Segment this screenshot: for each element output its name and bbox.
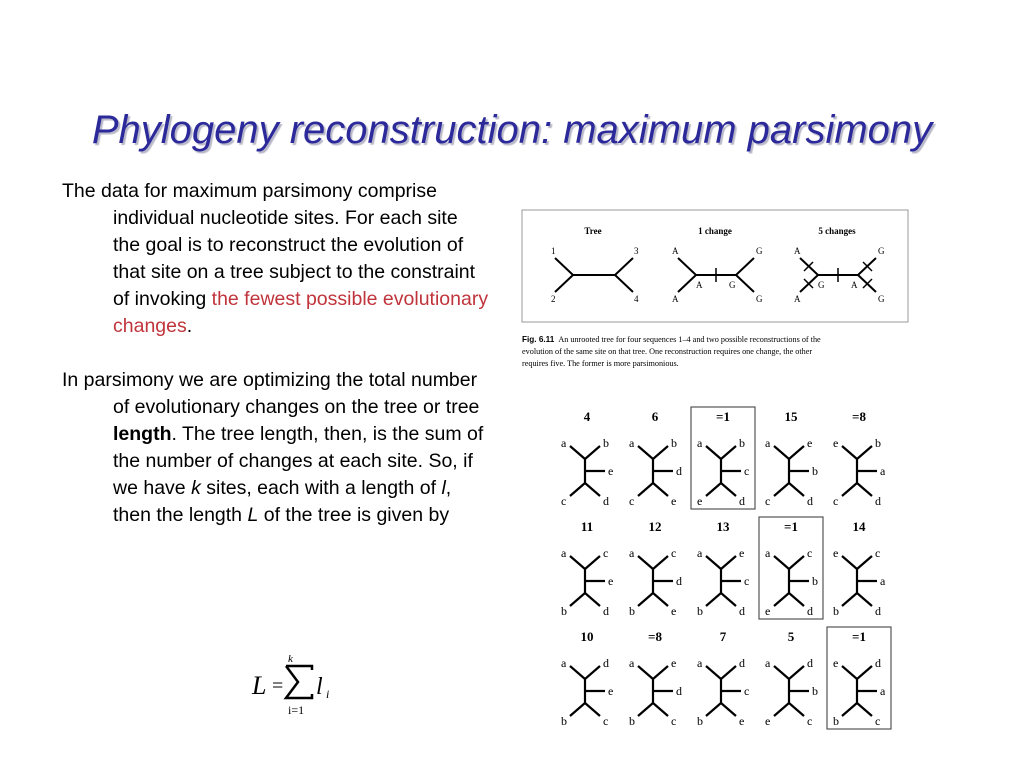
tree-leaf-bottom-left: b	[833, 714, 839, 728]
tree-leaf-top-right: c	[603, 546, 609, 560]
tree-leaf-top-right: c	[671, 546, 677, 560]
tree-leaf-bottom-right: e	[671, 604, 677, 618]
tree-score: 10	[580, 629, 594, 644]
tree-leaf-bottom-left: b	[561, 714, 567, 728]
header-five-changes: 5 changes	[818, 226, 856, 236]
tree-branches	[570, 446, 605, 496]
tree-cell	[765, 629, 818, 728]
five-internal-left: G	[818, 280, 825, 290]
tree-label-4: 4	[634, 294, 639, 304]
tree-cell	[561, 519, 613, 618]
tree-leaf-bottom-right: d	[875, 604, 881, 618]
tree-branches	[842, 556, 877, 606]
tree-branches	[774, 556, 809, 606]
tree-leaf-bottom-right: c	[875, 714, 881, 728]
tree-leaf-bottom-right: d	[603, 494, 609, 508]
tree-cell	[697, 519, 749, 618]
one-internal-left: A	[696, 280, 703, 290]
tree-label-2: 2	[551, 294, 556, 304]
tree-leaf-top-right: b	[671, 436, 677, 450]
tree-branches	[706, 446, 741, 496]
tree-leaf-bottom-left: c	[833, 494, 839, 508]
tree-leaf-top-left: a	[697, 656, 703, 670]
p2-bold-length: length	[113, 423, 172, 445]
tree-score: 11	[580, 519, 594, 534]
tree-leaf-bottom-right: c	[807, 714, 813, 728]
tree-cell	[561, 409, 613, 508]
one-internal-right: G	[729, 280, 736, 290]
tree-leaf-right: b	[812, 684, 818, 698]
tree-leaf-top-right: c	[875, 546, 881, 560]
tree-leaf-bottom-left: c	[561, 494, 567, 508]
tree-leaf-right: c	[744, 684, 750, 698]
one-leaf-br: G	[756, 294, 763, 304]
tree-leaf-bottom-right: c	[671, 714, 677, 728]
tree-leaf-bottom-right: d	[739, 494, 745, 508]
sigma-icon	[286, 666, 312, 698]
tree-branches	[774, 666, 809, 716]
tree-leaf-bottom-right: d	[875, 494, 881, 508]
paragraph-1	[62, 178, 490, 340]
tree-leaf-top-right: b	[739, 436, 745, 450]
tree-leaf-bottom-left: e	[765, 714, 771, 728]
tree-leaf-right: a	[880, 464, 886, 478]
tree-leaf-right: c	[744, 574, 750, 588]
tree-leaf-top-right: e	[671, 656, 677, 670]
tree-leaf-bottom-left: b	[697, 714, 703, 728]
p2-L: L	[247, 504, 259, 526]
p1-highlight: the fewest possible evolutionary changes	[113, 288, 489, 337]
tree-label-1: 1	[551, 246, 556, 256]
p1-text: The data for maximum parsimony comprise individual nucleotide sites. For each site the goal is to reconstruct the evolution of that site on a tree subject to the constraint of invoking	[62, 180, 476, 310]
tree-cell	[629, 409, 682, 508]
p2-text-c: sites, each with a length of	[200, 477, 442, 499]
figure-caption	[522, 335, 821, 368]
tree-leaf-top-left: a	[697, 436, 703, 450]
tree-cell	[691, 407, 755, 509]
tree-leaf-top-left: a	[561, 656, 567, 670]
paragraph-2	[62, 367, 490, 529]
tree-leaf-top-right: d	[739, 656, 745, 670]
tree-leaf-bottom-left: e	[697, 494, 703, 508]
five-leaf-bl: A	[794, 294, 801, 304]
tree-leaf-bottom-right: e	[671, 494, 677, 508]
tree-leaf-right: d	[676, 684, 682, 698]
tree-score: =8	[648, 629, 662, 644]
tree-score: 5	[787, 629, 795, 644]
tree-score: =8	[852, 409, 866, 424]
tree-score: 13	[716, 519, 730, 534]
tree-score: 4	[583, 409, 591, 424]
caption-line-3: requires five. The former is more parsimonious.	[522, 359, 679, 368]
tree-leaf-bottom-right: c	[603, 714, 609, 728]
tree-leaf-top-right: e	[807, 436, 813, 450]
five-leaf-tl: A	[794, 246, 801, 256]
tree-leaf-top-right: d	[807, 656, 813, 670]
tree-leaf-bottom-right: e	[739, 714, 745, 728]
p2-l: l	[441, 477, 446, 499]
tree-leaf-right: e	[608, 574, 614, 588]
tree-leaf-bottom-left: b	[833, 604, 839, 618]
tree-branches	[570, 556, 605, 606]
tree-score: 15	[784, 409, 798, 424]
tree-cell	[833, 409, 886, 508]
p1-end: .	[186, 315, 193, 337]
one-leaf-bl: A	[672, 294, 679, 304]
tree-score: 14	[852, 519, 866, 534]
tree-branches	[774, 446, 809, 496]
tree-leaf-bottom-right: d	[603, 604, 609, 618]
tree-length-formula	[250, 648, 350, 718]
tree-cell	[833, 519, 886, 618]
tree-leaf-top-right: b	[603, 436, 609, 450]
tree-leaf-bottom-right: d	[739, 604, 745, 618]
tree-leaf-top-left: a	[561, 436, 567, 450]
tree-leaf-right: b	[812, 464, 818, 478]
tree-cell	[697, 629, 749, 728]
tree-leaf-bottom-left: c	[765, 494, 771, 508]
tree-score: =1	[716, 409, 730, 424]
tree-leaf-top-right: d	[875, 656, 881, 670]
tree-branches	[842, 666, 877, 716]
tree-branches	[570, 666, 605, 716]
tree-leaf-top-right: e	[739, 546, 745, 560]
tree-leaf-right: d	[676, 464, 682, 478]
tree-leaf-right: e	[608, 684, 614, 698]
tree-score: =1	[852, 629, 866, 644]
tree-leaf-top-left: a	[629, 546, 635, 560]
tree-leaf-top-right: d	[603, 656, 609, 670]
tree-leaf-top-right: c	[807, 546, 813, 560]
formula-lhs: L	[252, 671, 267, 700]
tree-leaf-bottom-left: c	[629, 494, 635, 508]
tree-label-3: 3	[634, 246, 639, 256]
tree-score: 12	[648, 519, 662, 534]
tree-branches	[638, 666, 673, 716]
tree-leaf-bottom-left: b	[629, 604, 635, 618]
tree-branches	[706, 556, 741, 606]
formula-sum-top: k	[288, 653, 293, 665]
tree-leaf-top-left: a	[765, 656, 771, 670]
five-leaf-tr: G	[878, 246, 885, 256]
tree-leaf-top-left: e	[833, 656, 839, 670]
tree-branches	[638, 556, 673, 606]
tree-score: 6	[651, 409, 659, 424]
p2-text-e: of the tree is given by	[258, 504, 450, 526]
tree-branches	[706, 666, 741, 716]
tree-cell	[759, 517, 823, 619]
caption-line-2: evolution of the same site on that tree. One reconstruction requires one change, the other	[522, 347, 813, 356]
tree-leaf-bottom-right: d	[807, 604, 813, 618]
tree-score-grid	[553, 405, 913, 735]
formula-term: l	[316, 674, 323, 700]
formula-subscript: i	[326, 687, 330, 701]
tree-leaf-top-left: a	[697, 546, 703, 560]
tree-cell	[629, 629, 682, 728]
tree-leaf-bottom-left: b	[629, 714, 635, 728]
tree-leaf-top-left: e	[833, 436, 839, 450]
tree-cell	[561, 629, 613, 728]
tree-cell	[765, 409, 818, 508]
one-leaf-tl: A	[672, 246, 679, 256]
tree-leaf-right: c	[744, 464, 750, 478]
tree-branches	[638, 446, 673, 496]
five-leaf-br: G	[878, 294, 885, 304]
tree-cell	[629, 519, 682, 618]
tree-score: 7	[719, 629, 727, 644]
tree-leaf-top-left: a	[765, 546, 771, 560]
textbook-figure	[520, 208, 910, 373]
tree-leaf-bottom-right: d	[807, 494, 813, 508]
slide-title: Phylogeny reconstruction: maximum parsimony	[91, 108, 933, 152]
tree-score: =1	[784, 519, 798, 534]
five-internal-right: A	[851, 280, 858, 290]
tree-leaf-right: a	[880, 574, 886, 588]
tree-leaf-bottom-left: b	[561, 604, 567, 618]
tree-leaf-top-left: a	[765, 436, 771, 450]
header-tree: Tree	[584, 226, 602, 236]
formula-sum-bottom: i=1	[288, 703, 305, 717]
tree-leaf-bottom-left: e	[765, 604, 771, 618]
tree-cell	[827, 627, 891, 729]
tree-leaf-right: a	[880, 684, 886, 698]
p2-text-d: , then the length	[113, 477, 452, 526]
tree-leaf-right: e	[608, 464, 614, 478]
body-text	[62, 178, 490, 529]
tree-leaf-top-right: b	[875, 436, 881, 450]
tree-leaf-top-left: a	[629, 436, 635, 450]
tree-leaf-top-left: a	[561, 546, 567, 560]
tree-leaf-right: b	[812, 574, 818, 588]
p2-text-b: . The tree length, then, is the sum of the number of changes at each site. So, if we have	[113, 423, 484, 499]
caption-line-1: Fig. 6.11 An unrooted tree for four sequences 1–4 and two possible reconstructions of the	[522, 335, 821, 344]
one-leaf-tr: G	[756, 246, 763, 256]
p2-k: k	[191, 477, 201, 499]
p2-text-a: In parsimony we are optimizing the total number of evolutionary changes on the tree or tree	[62, 369, 480, 418]
tree-branches	[842, 446, 877, 496]
tree-leaf-right: d	[676, 574, 682, 588]
formula-equals: =	[272, 675, 284, 697]
tree-leaf-top-left: a	[629, 656, 635, 670]
header-one-change: 1 change	[698, 226, 732, 236]
tree-leaf-top-left: e	[833, 546, 839, 560]
tree-leaf-bottom-left: b	[697, 604, 703, 618]
